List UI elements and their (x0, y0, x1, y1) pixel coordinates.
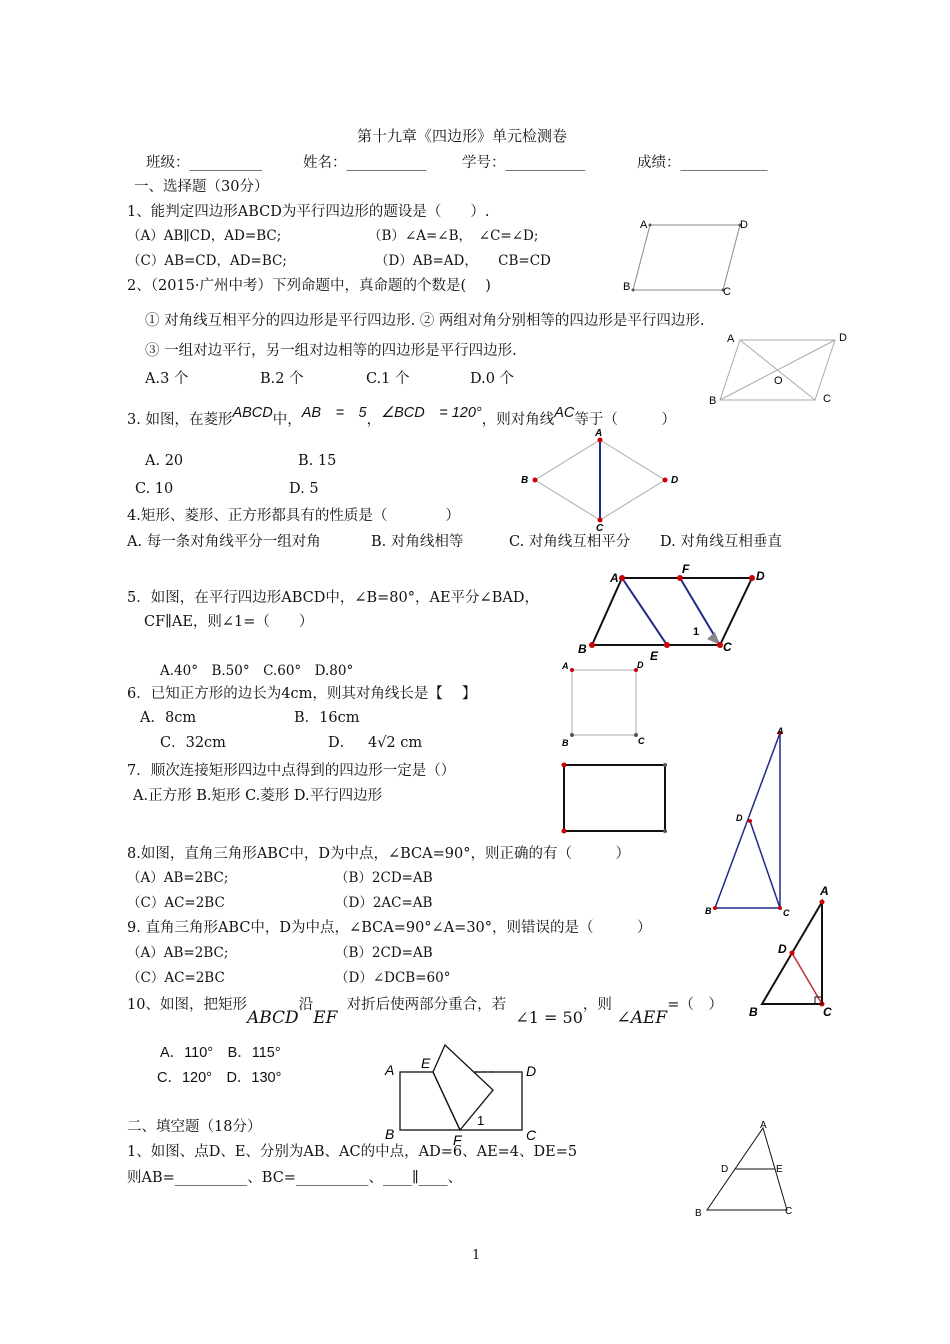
q10-stem: 10、如图，把矩形ABCD沿EF 对折后使两部分重合，若 ∠1 = 50，则 ∠AEF=（ ） (127, 997, 723, 1028)
q4-stem: 4.矩形、菱形、正方形都具有的性质是（ ） (127, 508, 460, 524)
score-field: 成绩：____________ (637, 155, 768, 171)
student-id-field: 学号：___________ (462, 155, 586, 171)
svg-text:D: D (778, 942, 787, 956)
svg-text:B: B (749, 1005, 758, 1019)
svg-text:C: C (723, 640, 732, 654)
svg-text:A: A (820, 884, 829, 898)
svg-text:A: A (760, 1120, 767, 1131)
svg-text:C: C (783, 908, 790, 918)
q5-stem: 5．如图，在平行四边形ABCD中，∠B=80°，AE平分∠BAD， (127, 590, 539, 606)
svg-text:A: A (727, 333, 735, 345)
svg-text:B: B (578, 642, 587, 656)
q2-option-b: B.2 个 (260, 371, 304, 387)
name-field: 姓名：___________ (303, 155, 427, 171)
svg-text:A: A (777, 726, 784, 736)
q8-option-d: （D）2AC=AB (335, 895, 433, 911)
svg-text:C: C (785, 1206, 793, 1217)
q1-parallelogram-figure (620, 215, 760, 300)
page-title: 第十九章《四边形》单元检测卷 (357, 127, 568, 145)
q5-stem-2: CF∥AE，则∠1=（ ） (144, 614, 314, 630)
q3-option-b: B. 15 (298, 453, 337, 469)
svg-text:B: B (385, 1126, 395, 1142)
q7-rectangle-figure (555, 758, 675, 838)
svg-text:A: A (640, 219, 648, 231)
q4-option-d: D. 对角线互相垂直 (660, 534, 782, 550)
section-fill-heading: 二、填空题（18分） (127, 1119, 262, 1135)
q10-options-ab: A．110° B．115° (160, 1045, 281, 1061)
svg-text:C: C (823, 1005, 832, 1019)
q6-option-c: C．32cm (160, 735, 226, 751)
q8-option-b: （B）2CD=AB (335, 870, 433, 886)
q2-parallelogram-diagonals-figure (705, 330, 855, 410)
q6-option-d: D． 4√2 cm (328, 735, 423, 751)
q4-option-c: C. 对角线互相平分 (509, 534, 631, 550)
svg-text:E: E (776, 1164, 783, 1175)
q10-folded-rectangle-figure (375, 1040, 550, 1155)
q4-option-b: B. 对角线相等 (371, 534, 464, 550)
q1-option-d: （D）AB=AD， CB=CD (375, 253, 551, 269)
svg-text:D: D (740, 219, 748, 231)
q3-rhombus-figure (515, 425, 685, 533)
svg-text:C: C (823, 393, 831, 405)
svg-text:C: C (638, 736, 645, 746)
svg-text:O: O (774, 375, 783, 387)
q1-option-b: （B）∠A=∠B， ∠C=∠D; (368, 228, 539, 244)
svg-text:A: A (595, 428, 603, 439)
f1-stem-2: 则AB=__________、BC=__________、____∥____、 (127, 1170, 463, 1186)
q6-option-b: B．16cm (294, 710, 360, 726)
q8-option-a: （A）AB=2BC; (127, 870, 229, 886)
svg-text:C: C (526, 1127, 537, 1143)
svg-text:E: E (421, 1055, 431, 1071)
svg-text:D: D (839, 332, 847, 344)
class-field: 班级：__________ (146, 155, 262, 171)
svg-text:B: B (709, 395, 717, 407)
q9-option-d: （D）∠DCB=60° (335, 970, 451, 986)
svg-text:B: B (521, 475, 529, 486)
q7-options: A.正方形 B.矩形 C.菱形 D.平行四边形 (133, 788, 383, 804)
svg-text:E: E (650, 649, 659, 663)
q9-option-a: （A）AB=2BC; (127, 945, 229, 961)
q10-options-cd: C．120° D．130° (157, 1070, 282, 1086)
q2-stem: 2、（2015·广州中考）下列命题中，真命题的个数是( ) (127, 278, 491, 294)
svg-text:D: D (736, 813, 743, 823)
q8-option-c: （C）AC=2BC (127, 895, 225, 911)
q2-option-d: D.0 个 (470, 371, 515, 387)
q1-option-c: （C）AB=CD，AD=BC; (127, 253, 287, 269)
svg-text:A: A (562, 661, 569, 671)
q2-statement-3: ③ 一组对边平行，另一组对边相等的四边形是平行四边形. (145, 343, 517, 359)
q4-option-a: A. 每一条对角线平分一组对角 (127, 534, 321, 550)
f1-stem: 1、如图、点D、E、分别为AB、AC的中点，AD=6、AE=4、DE=5 (127, 1144, 578, 1160)
q3-option-c: C. 10 (135, 481, 174, 497)
q9-option-b: （B）2CD=AB (335, 945, 433, 961)
q3-option-a: A. 20 (145, 453, 184, 469)
svg-text:D: D (526, 1063, 537, 1079)
q8-stem: 8.如图，直角三角形ABC中，D为中点，∠BCA=90°，则正确的有（ ） (127, 846, 630, 862)
svg-text:A: A (610, 571, 619, 585)
svg-text:D: D (637, 660, 644, 670)
svg-text:1: 1 (477, 1113, 485, 1128)
q2-option-c: C.1 个 (366, 371, 410, 387)
q6-square-figure (558, 660, 653, 750)
section-choice-heading: 一、选择题（30分） (134, 179, 269, 195)
q1-stem: 1、能判定四边形ABCD为平行四边形的题设是（ ）. (127, 204, 490, 220)
svg-text:F: F (453, 1132, 462, 1148)
svg-text:C: C (596, 523, 604, 534)
q2-option-a: A.3 个 (145, 371, 189, 387)
f1-triangle-midline-figure (690, 1118, 800, 1223)
q1-option-a: （A）AB∥CD，AD=BC; (127, 228, 282, 244)
svg-text:1: 1 (693, 626, 700, 638)
q6-option-a: A．8cm (140, 710, 197, 726)
svg-text:D: D (671, 475, 679, 486)
svg-text:D: D (721, 1164, 729, 1175)
q7-stem: 7．顺次连接矩形四边中点得到的四边形一定是（） (127, 763, 456, 779)
q3-option-d: D. 5 (289, 481, 319, 497)
q9-right-triangle-figure (745, 882, 845, 1022)
svg-text:F: F (682, 562, 690, 576)
q3-stem: 3. 如图，在菱形ABCD中，AB = 5，∠BCD = 120°，则对角线AC等于（ ） (127, 405, 676, 428)
svg-text:B: B (623, 281, 631, 293)
q6-stem: 6．已知正方形的边长为4cm，则其对角线长是【 】 (127, 686, 477, 702)
svg-text:B: B (695, 1208, 702, 1219)
q5-parallelogram-figure (570, 560, 780, 663)
q9-stem: 9. 直角三角形ABC中，D为中点，∠BCA=90°∠A=30°，则错误的是（ ） (127, 920, 652, 936)
q2-statement-1-2: ① 对角线互相平分的四边形是平行四边形. ② 两组对角分别相等的四边形是平行四边形. (145, 313, 705, 329)
svg-text:B: B (705, 906, 712, 916)
page-number: 1 (472, 1248, 481, 1263)
svg-text:B: B (562, 738, 569, 748)
svg-text:C: C (723, 286, 731, 298)
q9-option-c: （C）AC=2BC (127, 970, 225, 986)
svg-text:D: D (756, 569, 765, 583)
q5-options: A.40° B.50° C.60° D.80° (160, 663, 354, 679)
svg-text:A: A (385, 1062, 395, 1078)
